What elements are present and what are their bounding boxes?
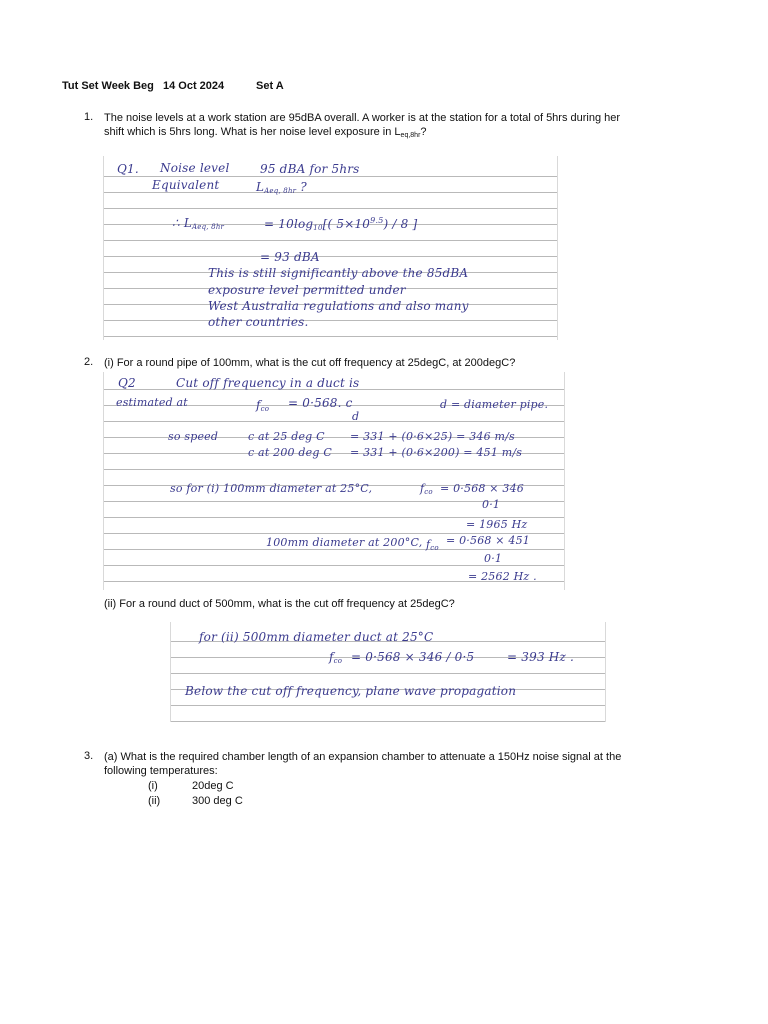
tutorial-title: Tut Set Week Beg bbox=[62, 80, 154, 92]
q2-ans-fco-200-calc: = 0·568 × 451 bbox=[446, 534, 531, 547]
q1-line2-text: shift which is 5hrs long. What is her noise level exposure in L bbox=[104, 126, 401, 138]
q3-item-ii-label: (ii) bbox=[148, 795, 161, 807]
q2-ii-ans-note: Below the cut off frequency, plane wave propagation bbox=[185, 684, 517, 698]
q1-ans-formula-l: ∴ L bbox=[172, 216, 193, 230]
q2-ii-ans-fco bbox=[329, 650, 342, 665]
q2-ans-formula-d: d bbox=[352, 410, 360, 423]
q2-ans-case-25: so for (i) 100mm diameter at 25°C, bbox=[170, 482, 373, 495]
q1-line2-subscript: eq,8hr bbox=[400, 132, 421, 139]
q1-ans-laeq bbox=[256, 180, 307, 195]
q2-ans-formula: = 0·568. c bbox=[288, 396, 353, 410]
q2-ii-ans-case: for (ii) 500mm diameter duct at 25°C bbox=[199, 630, 434, 644]
q3-line2: following temperatures: bbox=[104, 765, 218, 777]
tutorial-date: 14 Oct 2024 bbox=[163, 80, 225, 92]
q1-number: 1. bbox=[84, 111, 94, 123]
q1-ans-comment-1: This is still significantly above the 85dBA bbox=[208, 266, 469, 280]
q2-ans-result-200: = 2562 Hz . bbox=[468, 570, 537, 583]
q1-ans-comment-4: other countries. bbox=[208, 315, 309, 329]
q2-ans-speed: so speed bbox=[168, 430, 219, 443]
q1-ans-formula-sub: Aeq, 8hr bbox=[192, 223, 225, 231]
q1-ans-formula-lhs bbox=[172, 216, 224, 231]
q2-part-i: (i) For a round pipe of 100mm, what is the cut off frequency at 25degC, at 200degC? bbox=[104, 357, 516, 369]
q1-ans-laeq-l: L bbox=[256, 180, 265, 194]
q1-ans-formula-exp: 9.5 bbox=[370, 216, 384, 225]
q2-number: 2. bbox=[84, 356, 94, 368]
tutorial-set: Set A bbox=[256, 80, 284, 92]
q2-ans-fco-25-sub: co bbox=[424, 488, 433, 496]
q2-ans-fco bbox=[256, 398, 269, 413]
q1-line2 bbox=[104, 125, 704, 143]
q2-ans-estimated: estimated at bbox=[116, 396, 188, 409]
q2-ans-fco-25-f: f bbox=[420, 482, 425, 495]
q2-i-handwritten-answer bbox=[103, 372, 565, 590]
q2-ii-ans-result: = 393 Hz . bbox=[507, 650, 575, 664]
q1-ans-formula-bracket: [( 5×10 bbox=[322, 217, 371, 231]
q1-text bbox=[104, 111, 704, 143]
q2-ii-ans-fco-sub: co bbox=[333, 657, 343, 665]
q2-ii-handwritten-answer bbox=[170, 622, 606, 722]
q2-ans-c25-value: = 331 + (0·6×25) = 346 m/s bbox=[350, 430, 515, 443]
q1-ans-formula-log-sub: 10 bbox=[313, 224, 323, 232]
q3-item-i-value: 20deg C bbox=[192, 780, 234, 792]
q1-line2-end: ? bbox=[420, 126, 427, 138]
q1-ans-q: ? bbox=[300, 180, 307, 194]
q2-ans-fco-25 bbox=[420, 482, 433, 496]
q1-ans-formula-rhs bbox=[264, 216, 417, 232]
q1-ans-equivalent: Equivalent bbox=[152, 178, 220, 192]
q3-item-i-label: (i) bbox=[148, 780, 158, 792]
q2-part-ii: (ii) For a round duct of 500mm, what is the cut off frequency at 25degC? bbox=[104, 598, 455, 610]
q2-ans-diameter: d = diameter pipe. bbox=[440, 398, 549, 411]
q1-ans-result: = 93 dBA bbox=[260, 250, 320, 264]
q2-ans-fco-200-sub: co bbox=[430, 544, 439, 552]
q1-ans-comment-2: exposure level permitted under bbox=[208, 283, 406, 297]
q2-ans-fco-200-f: f bbox=[426, 538, 431, 551]
q2-ans-c200-value: = 331 + (0·6×200) = 451 m/s bbox=[350, 446, 523, 459]
q3-text bbox=[104, 750, 724, 778]
q1-ans-label: Q1. bbox=[117, 162, 139, 176]
q2-ans-fco-25-den: 0·1 bbox=[482, 498, 501, 511]
q2-ans-c200: c at 200 deg C bbox=[248, 446, 332, 459]
q2-ans-fco-200-den: 0·1 bbox=[484, 552, 503, 565]
q1-ans-formula-log: = 10log bbox=[264, 217, 314, 231]
q1-ans-laeq-sub: Aeq, 8hr bbox=[264, 187, 297, 195]
q2-ii-ans-calc: = 0·568 × 346 / 0·5 bbox=[351, 650, 475, 664]
q2-ans-fco-f: f bbox=[256, 398, 261, 412]
q3-number: 3. bbox=[84, 750, 94, 762]
q1-line1: The noise levels at a work station are 95dBA overall. A worker is at the station for a total of 5hrs during her bbox=[104, 112, 621, 124]
q1-ans-formula-end: ) / 8 ] bbox=[383, 217, 418, 231]
q1-handwritten-answer bbox=[103, 156, 558, 340]
q3-line1: (a) What is the required chamber length of an expansion chamber to attenuate a 150Hz noise signal at the bbox=[104, 751, 622, 763]
q2-ans-c25: c at 25 deg C bbox=[248, 430, 325, 443]
q1-ans-noise-level: Noise level bbox=[160, 161, 230, 175]
q2-ans-fco-200 bbox=[426, 538, 439, 552]
q1-ans-comment-3: West Australia regulations and also many bbox=[208, 299, 469, 313]
q2-ii-ans-fco-f: f bbox=[329, 650, 334, 664]
q2-ans-label: Q2 bbox=[118, 376, 136, 390]
q2-ans-fco-sub: co bbox=[260, 405, 270, 413]
q2-ans-result-25: = 1965 Hz bbox=[466, 518, 528, 531]
q2-ans-case-200: 100mm diameter at 200°C, bbox=[266, 536, 423, 549]
q2-ans-fco-25-calc: = 0·568 × 346 bbox=[440, 482, 525, 495]
q1-ans-given: 95 dBA for 5hrs bbox=[260, 162, 360, 176]
q3-item-ii-value: 300 deg C bbox=[192, 795, 243, 807]
q2-ans-intro: Cut off frequency in a duct is bbox=[176, 376, 360, 390]
